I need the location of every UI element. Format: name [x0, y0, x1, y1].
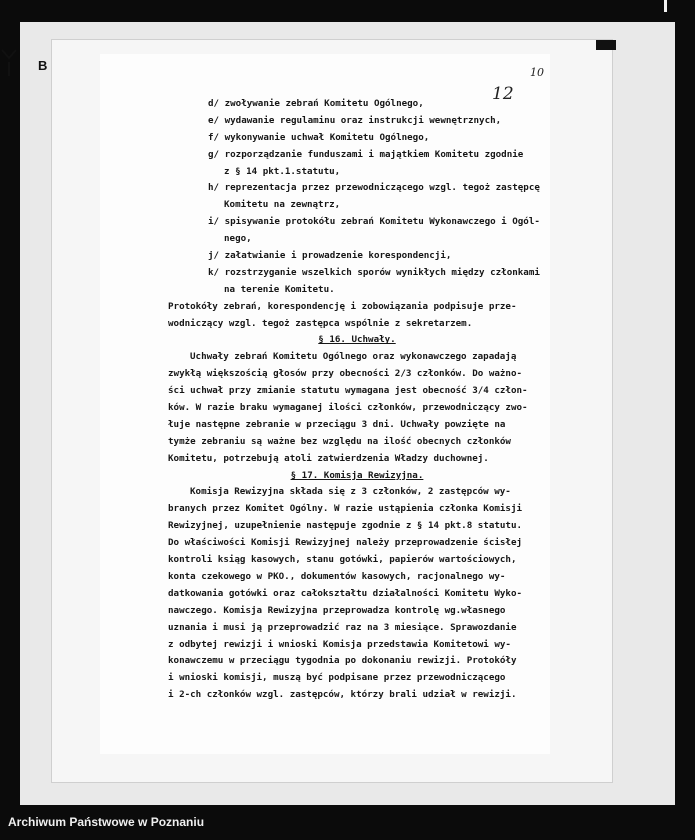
doc-line: e/ wydawanie regulaminu oraz instrukcji wewnętrznych,: [208, 114, 502, 126]
film-edge-mark: [664, 0, 667, 12]
page-number: 12: [492, 84, 514, 104]
doc-line: g/ rozporządzanie funduszami i majątkiem Komitetu zgodnie: [208, 148, 524, 160]
doc-line: f/ wykonywanie uchwał Komitetu Ogólnego,: [208, 131, 430, 143]
doc-line: kontroli ksiąg kasowych, stanu gotówki, papierów wartościowych,: [168, 554, 517, 566]
doc-line: z odbytej rewizji i wnioski Komisja przedstawia Komitetowi wy-: [168, 638, 511, 650]
doc-line: d/ zwoływanie zebrań Komitetu Ogólnego,: [208, 98, 424, 109]
doc-line: branych przez Komitet Ogólny. W razie ustąpienia członka Komisji: [168, 503, 523, 515]
section-heading: § 16. Uchwały.: [318, 334, 396, 346]
card-label: B: [38, 58, 48, 73]
doc-line: Uchwały zebrań Komitetu Ogólnego oraz wykonawczego zapadają: [190, 351, 517, 363]
doc-line: i/ spisywanie protokółu zebrań Komitetu Wykonawczego i Ogól-: [208, 216, 540, 228]
doc-line: nego,: [224, 233, 252, 245]
sheet-tab: [596, 40, 616, 50]
section-heading: § 17. Komisja Rewizyjna.: [290, 469, 424, 481]
doc-line: nawczego. Komisja Rewizyjna przeprowadza kontrolę wg.własnego: [168, 604, 506, 616]
doc-line: ków. W razie braku wymaganej ilości członków, przewodniczący zwo-: [168, 402, 528, 414]
page-number-small: 10: [530, 66, 544, 79]
archive-caption: Archiwum Państwowe w Poznaniu: [8, 815, 205, 829]
doc-line: h/ reprezentacja przez przewodniczącego wzgl. tegoż zastępcę: [208, 182, 540, 194]
doc-line: k/ rozstrzyganie wszelkich sporów wynikłych między członkami: [208, 266, 540, 278]
doc-line: konawczemu w przeciągu tygodnia po dokonaniu rewizji. Protokóły: [168, 655, 517, 667]
doc-line: zwykłą większością głosów przy obecności 2/3 członków. Do ważno-: [168, 368, 523, 380]
document-body: [168, 96, 546, 704]
doc-line: Komitetu na zewnątrz,: [224, 199, 341, 211]
doc-line: Komisja Rewizyjna składa się z 3 członków, 2 zastępców wy-: [190, 486, 511, 498]
doc-line: Komitetu, potrzebują atoli zatwierdzenia Władzy duchownej.: [168, 452, 489, 464]
doc-line: Do właściwości Komisji Rewizyjnej należy przeprowadzenie ścisłej: [168, 537, 523, 549]
doc-line: z § 14 pkt.1.statutu,: [224, 165, 341, 177]
doc-line: wodniczący wzgl. tegoż zastępca wspólnie z sekretarzem.: [168, 317, 473, 329]
doc-line: datkowania gotówki oraz całokształtu działalności Komitetu Wyko-: [168, 587, 523, 599]
doc-line: i 2-ch członków wzgl. zastępców, którzy brali udział w rewizji.: [168, 689, 517, 701]
doc-line: na terenie Komitetu.: [224, 283, 335, 295]
doc-line: tymże zebraniu są ważne bez względu na ilość obecnych członków: [168, 435, 511, 447]
doc-line: Rewizyjnej, uzupełnienie następuje zgodnie z § 14 pkt.8 statutu.: [168, 520, 523, 532]
doc-line: ści uchwał przy zmianie statutu wymagana jest obecność 3/4 człon-: [168, 385, 528, 397]
doc-line: łuje następne zebranie w przeciągu 3 dni. Uchwały powzięte na: [168, 418, 506, 430]
doc-line: uznania i musi ją przeprowadzić raz na 3 miesiące. Sprawozdanie: [168, 621, 517, 633]
doc-line: konta czekowego w PKO., dokumentów kasowych, racjonalnego wy-: [168, 570, 506, 582]
doc-line: i wnioski komisji, muszą być podpisane przez przewodniczącego: [168, 672, 506, 684]
corner-arrow-icon: [0, 42, 18, 82]
doc-line: Protokóły zebrań, korespondencję i zobowiązania podpisuje prze-: [168, 300, 517, 312]
doc-line: j/ załatwianie i prowadzenie korespondencji,: [208, 250, 452, 262]
